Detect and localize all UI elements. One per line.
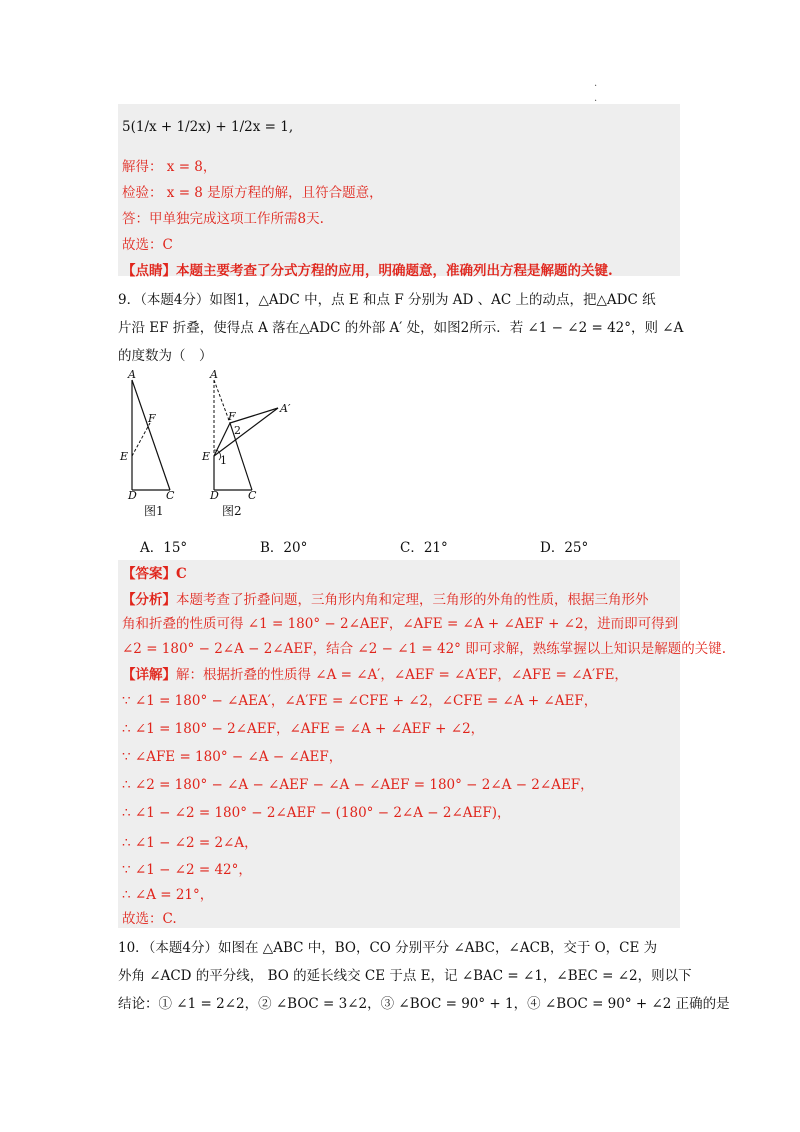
analysis-line1 (122, 590, 649, 610)
step-5: ∴ ∠1 − ∠2 = 180° − 2∠AEF − (180° − 2∠A − 2∠AEF)， (122, 805, 511, 821)
fig1-caption: 图1 (144, 504, 164, 518)
step-6: ∴ ∠1 − ∠2 = 2∠A， (122, 835, 258, 851)
answer-line: 答：甲单独完成这项工作所需8天. (122, 211, 324, 227)
option-d: D．25° (540, 540, 589, 556)
analysis-text: 本题考查了折叠问题，三角形内角和定理，三角形的外角的性质，根据三角形外 (176, 592, 649, 608)
svg-text:C: C (248, 489, 257, 502)
option-b: B．20° (260, 540, 308, 556)
q9-figures (118, 368, 298, 518)
fig2-caption: 图2 (222, 504, 242, 518)
dot-mark: . (594, 78, 598, 89)
detail-text: 解：根据折叠的性质得 ∠A = ∠A′，∠AEF = ∠A′EF，∠AFE = ∠A′FE， (176, 667, 628, 683)
svg-text:D: D (210, 489, 219, 502)
equation-line: 5(1/x + 1/2x) + 1/2x = 1, (122, 119, 294, 135)
analysis-line3: ∠2 = 180° − 2∠A − 2∠AEF，结合 ∠2 − ∠1 = 42° 即可求解，熟练掌握以上知识是解题的关键. (122, 641, 727, 657)
dot-mark: . (594, 93, 598, 104)
q10-line2: 外角 ∠ACD 的平分线， BO 的延长线交 CE 于点 E，记 ∠BAC = ∠1，∠BEC = ∠2，则以下 (118, 968, 692, 984)
step-9: 故选：C. (122, 911, 177, 927)
svg-text:A: A (128, 368, 136, 381)
detail-line1 (122, 665, 628, 685)
svg-text:E: E (202, 450, 211, 463)
q9-line1: 9．（本题4分）如图1，△ADC 中，点 E 和点 F 分别为 AD 、AC 上的动点，把△ADC 纸 (118, 292, 656, 308)
svg-text:1: 1 (220, 454, 227, 467)
svg-text:A′: A′ (280, 402, 291, 415)
svg-text:2: 2 (234, 424, 241, 437)
step-8: ∴ ∠A = 21°， (122, 887, 214, 903)
check-line: 检验： x = 8 是原方程的解，且符合题意， (122, 185, 383, 201)
detail-tag: 【详解】 (122, 667, 176, 683)
step-7: ∵ ∠1 − ∠2 = 42°， (122, 862, 252, 878)
comment-tag: 【点睛】 (122, 263, 176, 279)
answer-value: C (176, 566, 187, 582)
comment-text: 本题主要考查了分式方程的应用，明确题意，准确列出方程是解题的关键. (176, 263, 613, 279)
solve-line: 解得： x = 8， (122, 159, 217, 175)
svg-text:A: A (210, 368, 218, 381)
option-c: C．21° (400, 540, 448, 556)
svg-text:D: D (128, 489, 137, 502)
svg-text:F: F (148, 412, 156, 425)
q10-line1: 10．（本题4分）如图在 △ABC 中，BO，CO 分别平分 ∠ABC，∠ACB，交于 O，CE 为 (118, 940, 658, 956)
comment-line (122, 261, 613, 281)
choice-line: 故选：C (122, 237, 173, 253)
fold-diagram (118, 368, 298, 518)
q10-line3: 结论：① ∠1 = 2∠2，② ∠BOC = 3∠2，③ ∠BOC = 90° + 1，④ ∠BOC = 90° + ∠2 正确的是 (118, 996, 730, 1012)
step-4: ∴ ∠2 = 180° − ∠A − ∠AEF − ∠A − ∠AEF = 180° − 2∠A − 2∠AEF， (122, 777, 594, 793)
step-3: ∵ ∠AFE = 180° − ∠A − ∠AEF， (122, 749, 343, 765)
step-2: ∴ ∠1 = 180° − 2∠AEF，∠AFE = ∠A + ∠AEF + ∠2， (122, 721, 485, 737)
answer-line (122, 564, 187, 584)
svg-text:C: C (166, 489, 175, 502)
analysis-tag: 【分析】 (122, 592, 176, 608)
svg-text:E: E (120, 450, 129, 463)
analysis-line2: 角和折叠的性质可得 ∠1 = 180° − 2∠AEF，∠AFE = ∠A + ∠AEF + ∠2，进而即可得到 (122, 616, 679, 632)
q9-line3: 的度数为（ ） (118, 348, 213, 364)
q9-line2: 片沿 EF 折叠，使得点 A 落在△ADC 的外部 A′ 处，如图2所示．若 ∠1 − ∠2 = 42°，则 ∠A (118, 320, 684, 336)
svg-text:F: F (228, 410, 236, 423)
option-a: A．15° (140, 540, 188, 556)
answer-tag: 【答案】 (122, 566, 176, 582)
step-1: ∵ ∠1 = 180° − ∠AEA′，∠A′FE = ∠CFE + ∠2，∠CFE = ∠A + ∠AEF， (122, 693, 598, 709)
